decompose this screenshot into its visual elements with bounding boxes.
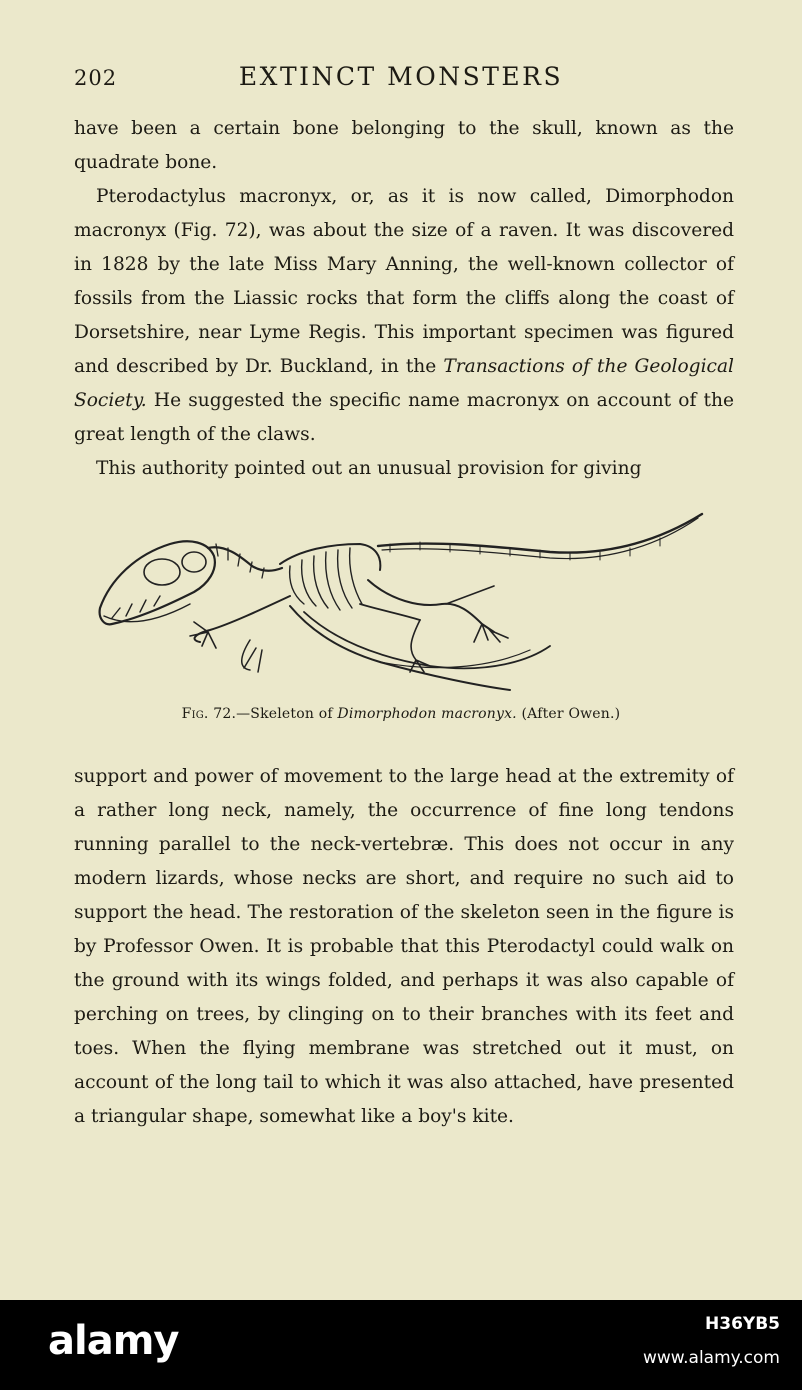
journal-title: Transactions of the Geological Society.	[74, 356, 734, 411]
paragraph-text-end: He suggested the specific name macronyx on account of the great length of the claws.	[74, 390, 734, 445]
paragraph-authority: This authority pointed out an unusual provision for giving	[96, 458, 642, 479]
stock-photo-bar	[0, 1300, 802, 1390]
dimorphodon-skeleton-illustration	[90, 500, 710, 700]
brand-logo: alamy	[48, 1318, 179, 1364]
skeleton-figure	[90, 500, 710, 700]
paragraph-text: Pterodactylus macronyx, or, as it is now called, Dimorphodon macronyx (Fig. 72), was about the size of a raven. It was discovered in 1828 by the late Miss Mary Anning, the well-known collector of fossils from the Liassic rocks that form the cliffs along the coast of Dorsetshire, near Lyme Regis. This important specimen was figured and described by Dr. Buckland, in the	[74, 186, 734, 377]
paragraph-continued: have been a certain bone belonging to the skull, known as the quadrate bone.	[74, 118, 734, 173]
caption-species: Dimorphodon macronyx.	[337, 706, 517, 722]
figure-caption	[0, 706, 802, 722]
caption-prefix: —Skeleton of	[236, 706, 338, 722]
page-number: 202	[74, 66, 118, 90]
paragraph-dimorphodon	[74, 180, 734, 452]
text-block-bottom	[74, 760, 734, 1134]
image-id: H36YB5	[705, 1314, 780, 1334]
caption-credit: (After Owen.)	[521, 706, 621, 722]
text-block-top	[74, 112, 734, 486]
figure-label: Fig. 72.	[181, 706, 237, 722]
running-head: EXTINCT MONSTERS	[238, 62, 564, 91]
paragraph-neck-tendons: support and power of movement to the large head at the extremity of a rather long neck, namely, the occurrence of fine long tendons running parallel to the neck-vertebræ. This does not occur in any modern lizards, whose necks are short, and require no such aid to support the head. The restoration of the skeleton seen in the figure is by Professor Owen. It is probable that this Pterodactyl could walk on the ground with its wings folded, and perhaps it was also capable of perching on trees, by clinging on to their branches with its feet and toes. When the flying membrane was stretched out it must, on account of the long tail to which it was also attached, have presented a triangular shape, somewhat like a boy's kite.	[74, 766, 734, 1127]
site-url: www.alamy.com	[642, 1348, 780, 1368]
